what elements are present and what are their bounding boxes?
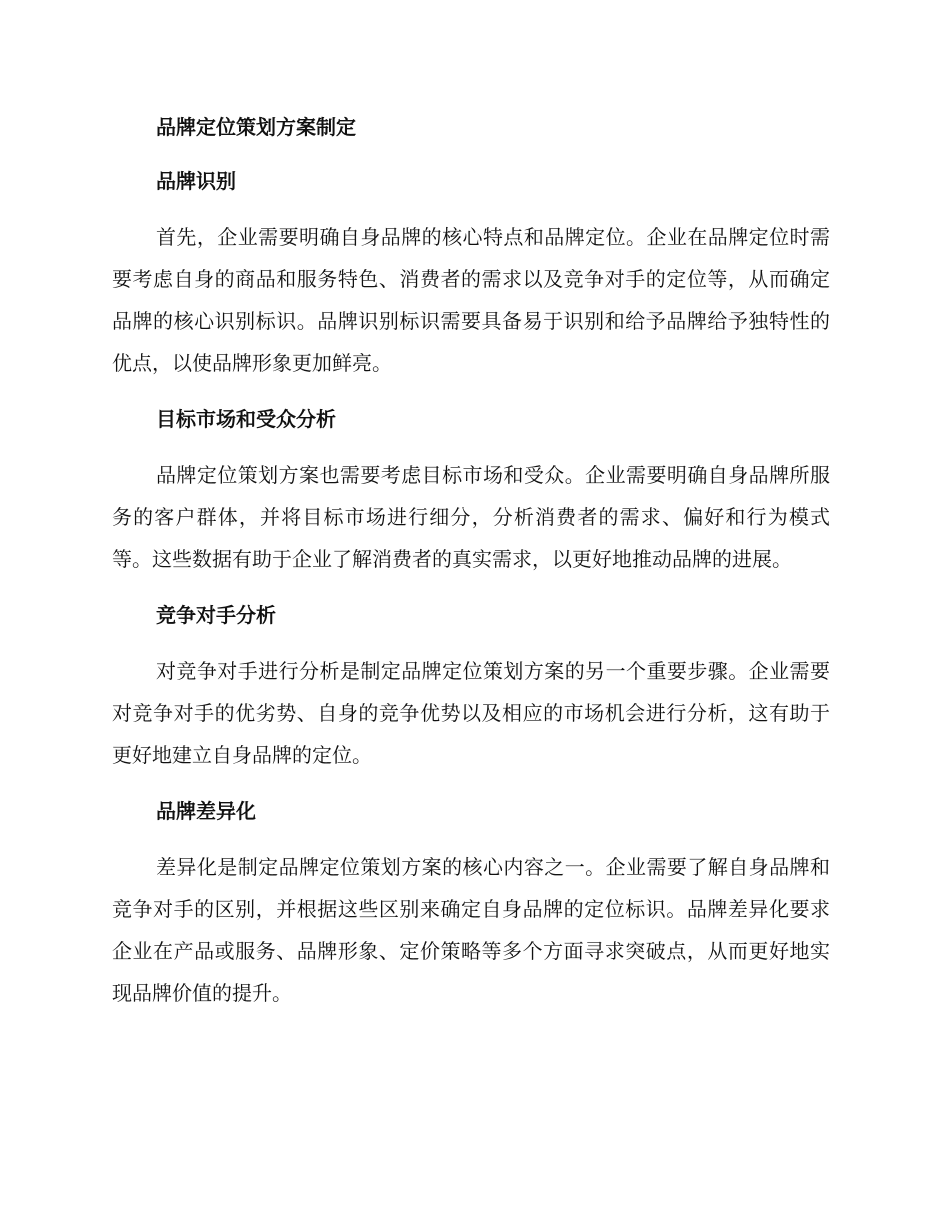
section-heading: 品牌差异化 xyxy=(156,799,256,823)
section-heading: 竞争对手分析 xyxy=(156,603,276,627)
section-competitor-analysis xyxy=(112,598,830,776)
section-paragraph: 对竞争对手进行分析是制定品牌定位策划方案的另一个重要步骤。企业需要对竞争对手的优劣势、自身的竞争优势以及相应的市场机会进行分析，这有助于更好地建立自身品牌的定位。 xyxy=(112,659,830,767)
section-heading: 品牌识别 xyxy=(156,169,236,193)
document-body xyxy=(112,110,830,1014)
section-brand-identity xyxy=(112,164,830,384)
section-target-market xyxy=(112,402,830,580)
section-heading: 目标市场和受众分析 xyxy=(156,407,336,431)
section-paragraph: 差异化是制定品牌定位策划方案的核心内容之一。企业需要了解自身品牌和竞争对手的区别，并根据这些区别来确定自身品牌的定位标识。品牌差异化要求企业在产品或服务、品牌形象、定价策略等多个方面寻求突破点，从而更好地实现品牌价值的提升。 xyxy=(112,855,830,1005)
document-title: 品牌定位策划方案制定 xyxy=(156,115,356,139)
section-paragraph: 品牌定位策划方案也需要考虑目标市场和受众。企业需要明确自身品牌所服务的客户群体，并将目标市场进行细分，分析消费者的需求、偏好和行为模式等。这些数据有助于企业了解消费者的真实需求，以更好地推动品牌的进展。 xyxy=(112,463,830,571)
section-paragraph: 首先，企业需要明确自身品牌的核心特点和品牌定位。企业在品牌定位时需要考虑自身的商品和服务特色、消费者的需求以及竞争对手的定位等，从而确定品牌的核心识别标识。品牌识别标识需要具备易于识别和给予品牌给予独特性的优点，以使品牌形象更加鲜亮。 xyxy=(112,225,830,375)
section-brand-differentiation xyxy=(112,794,830,1014)
